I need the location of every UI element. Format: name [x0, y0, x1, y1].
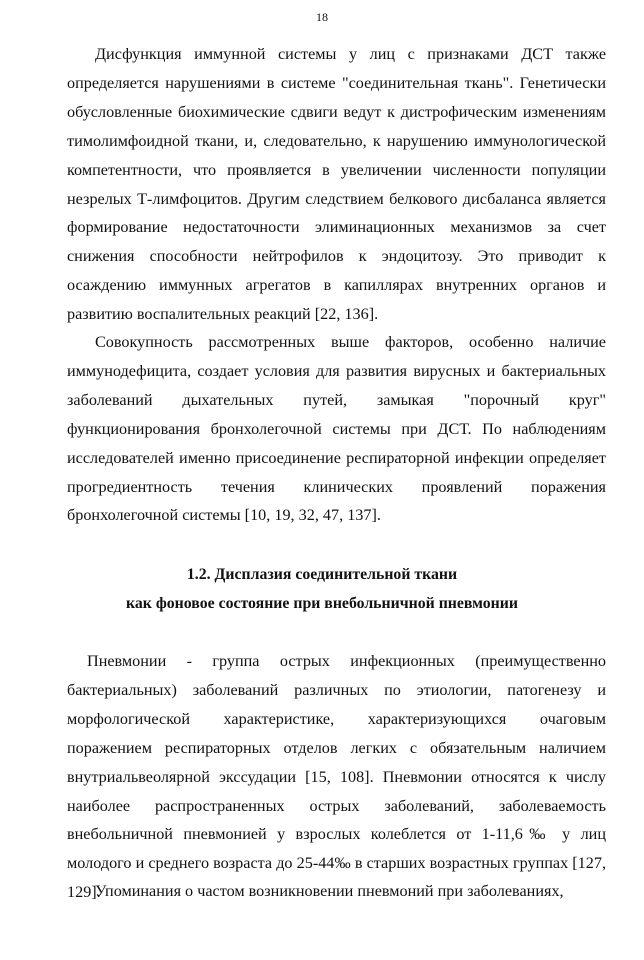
paragraph-pneumonia-definition: Пневмонии - группа острых инфекционных (преимущественно бактериальных) заболеваний различных по этиологии, патогенезу и морфологической характеристике, характеризующихся очаговым поражением респираторных отделов легких с обязательным наличием внутриальвеолярной экссудации [15, 108]. Пневмонии относятся к числу наиболее распространенных острых заболеваний, заболеваемость внебольничной пневмонией у взрослых колеблется от 1-11,6‰ у лиц молодого и среднего возраста до 25-44‰ в старших возрастных группах [127, 129]. [67, 652, 606, 902]
section-heading-line-1: 1.2. Дисплазия соединительной ткани [186, 566, 458, 583]
paragraph-immunodeficiency-factors: Совокупность рассмотренных выше факторов, особенно наличие иммунодефицита, создает условия для развития вирусных и бактериальных заболеваний дыхательных путей, замыкая "порочный круг" функционирования бронхолегочной системы при ДСТ. По наблюдениям исследователей именно присоединение респираторной инфекции определяет прогредиентность течения клинических проявлений поражения бронхолегочной системы [10, 19, 32, 47, 137]. [67, 333, 606, 525]
section-heading-line-2: как фоновое состояние при внебольничной пневмонии [126, 595, 518, 612]
paragraph-pneumonia-mentions: Упоминания о частом возникновении пневмоний при заболеваниях, [95, 882, 564, 900]
paragraph-immune-dysfunction: Дисфункция иммунной системы у лиц с признаками ДСТ также определяется нарушениями в системе "соединительная ткань". Генетически обусловленные биохимические сдвиги ведут к дистрофическим изменениям тимолимфоидной ткани, и, следовательно, к нарушению иммунологической компетентности, что проявляется в увеличении численности популяции незрелых Т-лимфоцитов. Другим следствием белкового дисбаланса является формирование недостаточности элиминационных механизмов за счет снижения способности нейтрофилов к эндоцитозу. Это приводит к осаждению иммунных агрегатов в капиллярах внутренних органов и развитию воспалительных реакций [22, 136]. [67, 45, 606, 324]
page-number: 18 [316, 10, 328, 24]
